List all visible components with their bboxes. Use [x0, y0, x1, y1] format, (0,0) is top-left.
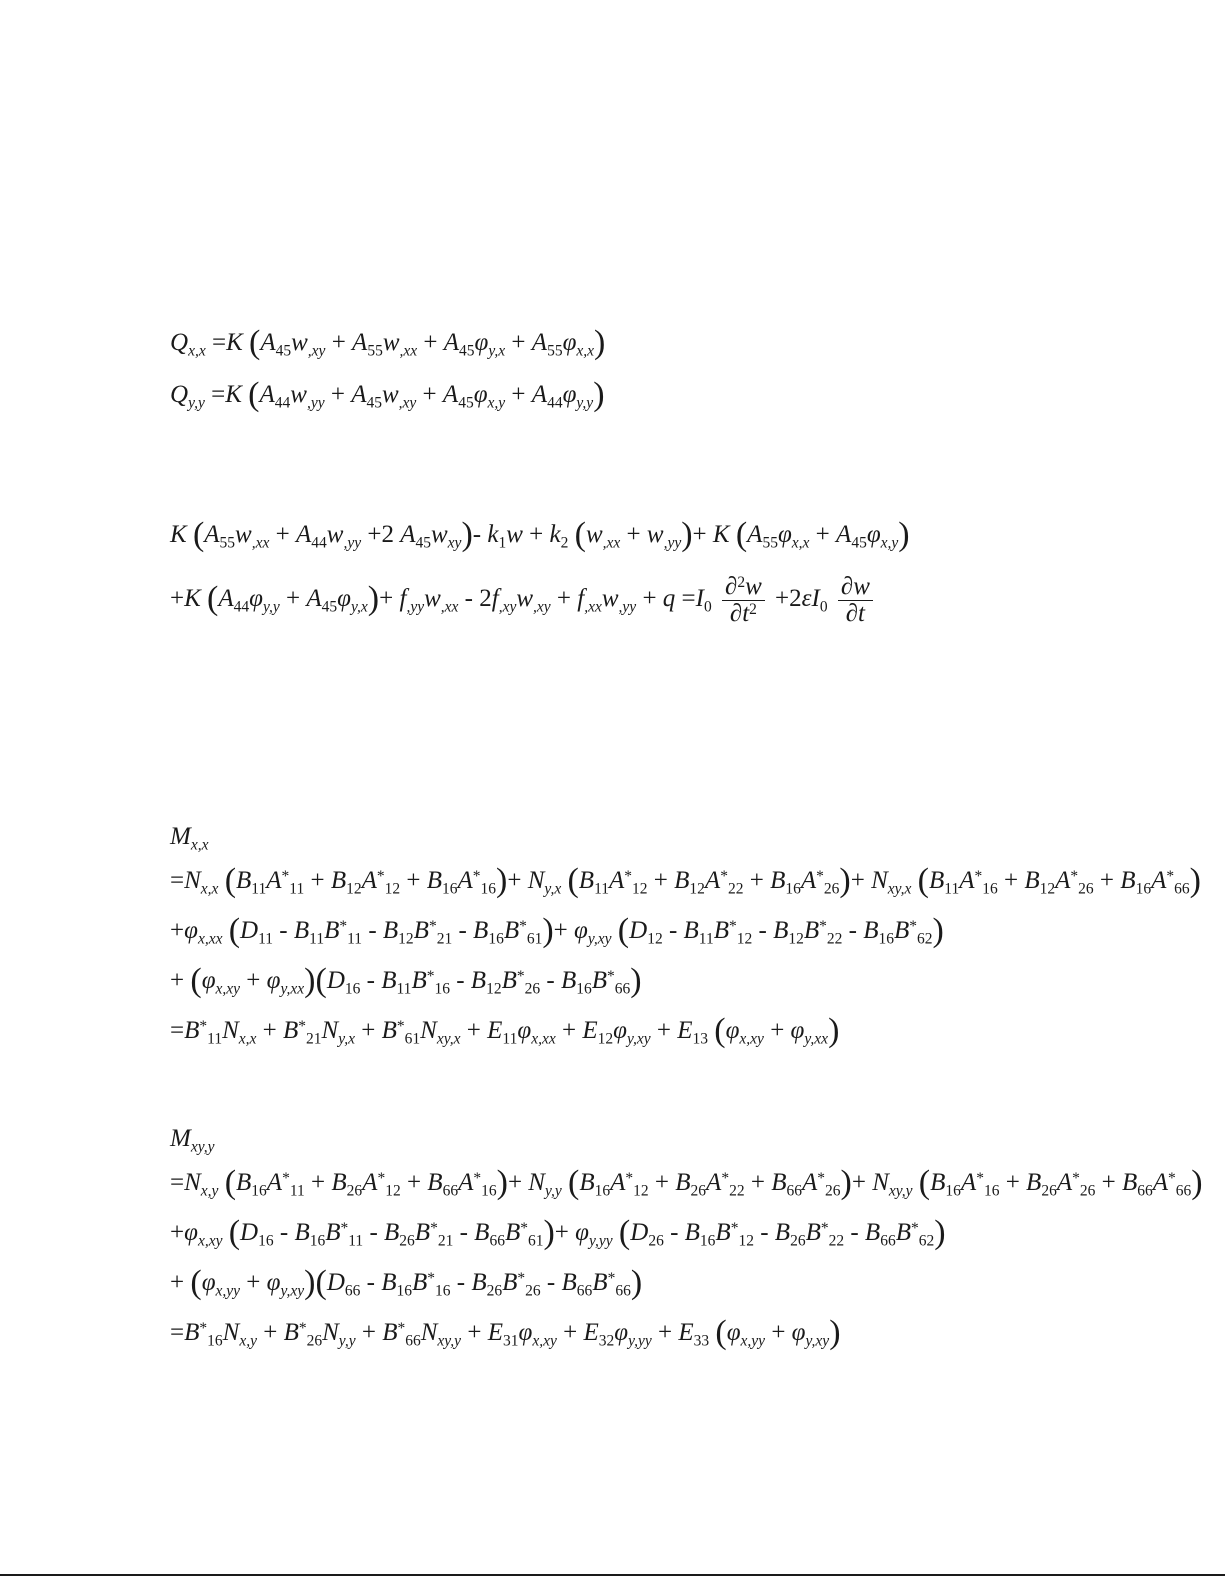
page-bottom-rule [0, 1574, 1225, 1576]
equation-motion-line-2: +K $(A_{44}\varphi_{y,y} + A_{45}\varphi_{y,x})+ f_{,yy}w_{,xx} - 2f_{,xy}w_{,xy} + f_{,xx}w_{,yy} + q =I_0$ $\frac{\partial^2w}{\partial t^2}$ $+2\varepsilon I_0$ $\frac{\partial w}{\partial t}$ [170, 568, 877, 630]
equation-mxx-line-2: $+\varphi_{x,xx}$ $(D_{11} - B_{11}B^*_{11} - B_{12}B^*_{21} - B_{16}B^*_{61})+ \varphi_{y,xy}$ $(D_{12} - B_{11}B^*_{12} - B_{12}B^*_{22} - B_{16}B^*_{62})$ [170, 912, 944, 949]
equation-mxx-line-3: + $(\varphi_{x,xy} + \varphi_{y,xx})(D_{16} - B_{11}B^*_{16} - B_{12}B^*_{26} - B_{16}B^*_{66})$ [170, 962, 642, 999]
equation-mxx-line-1: $=N_{x,x}$ $(B_{11}A^*_{11} + B_{12}A^*_{12} + B_{16}A^*_{16})+ N_{y,x}$ $(B_{11}A^*_{12} + B_{12}A^*_{22} + B_{16}A^*_{26})+ N_{xy,x}$ $(B_{11}A^*_{16} + B_{12}A^*_{26} + B_{16}A^*_{66})$ [170, 862, 1201, 899]
equation-mxy-line-1: $=N_{x,y}$ $(B_{16}A^*_{11} + B_{26}A^*_{12} + B_{66}A^*_{16})+ N_{y,y}$ $(B_{16}A^*_{12} + B_{26}A^*_{22} + B_{66}A^*_{26})+ N_{xy,y}$ $(B_{16}A^*_{16} + B_{26}A^*_{26} + B_{66}A^*_{66})$ [170, 1164, 1203, 1201]
equation-mxy-line-2: $+\varphi_{x,xy}$ $(D_{16} - B_{16}B^*_{11} - B_{26}B^*_{21} - B_{66}B^*_{61})+ \varphi_{y,yy}$ $(D_{26} - B_{16}B^*_{12} - B_{26}B^*_{22} - B_{66}B^*_{62})$ [170, 1214, 946, 1251]
fraction-first-time-derivative: $\frac{\partial w}{\partial t}$ [838, 574, 873, 627]
equation-qxx: $Q_{x,x} =K$ $(A_{45}w_{,xy} + A_{55}w_{,xx} + A_{45}\varphi_{y,x} + A_{55}\varphi_{x,x})$ [170, 324, 606, 361]
equation-mxx-line-4: $=B^*_{11}N_{x,x} + B^*_{21}N_{y,x} + B^*_{61}N_{xy,x} + E_{11}\varphi_{x,xx} + E_{12}\varphi_{y,xy} + E_{13}$ $(\varphi_{x,xy} + \varphi_{y,xx})$ [170, 1012, 840, 1049]
equation-mxy-line-4: $=B^*_{16}N_{x,y} + B^*_{26}N_{y,y} + B^*_{66}N_{xy,y} + E_{31}\varphi_{x,xy} + E_{32}\varphi_{y,yy} + E_{33}$ $(\varphi_{x,yy} + \varphi_{y,xy})$ [170, 1314, 841, 1351]
equation-motion-line-1: K ($A_{55}w_{,xx} + A_{44}w_{,yy} +2$ $A_{45}w_{xy})-$ $k_1w + k_2$ $(w_{,xx} + w_{,yy})+ K$ $(A_{55}\varphi_{x,x} + A_{45}\varphi_{x,y})$ [170, 516, 910, 553]
equation-qyy: $Q_{y,y} =K$ $(A_{44}w_{,yy} + A_{45}w_{,xy} + A_{45}\varphi_{x,y} + A_{44}\varphi_{y,y})$ [170, 376, 605, 413]
equation-mxx-lhs: $M_{x,x}$ [170, 823, 209, 854]
fraction-second-time-derivative: $\frac{\partial^2w}{\partial t^2}$ [722, 574, 765, 627]
equation-mxy-line-3: + $(\varphi_{x,yy} + \varphi_{y,xy})(D_{66} - B_{16}B^*_{16} - B_{26}B^*_{26} - B_{66}B^*_{66})$ [170, 1264, 643, 1301]
equation-mxy-lhs: $M_{xy,y}$ [170, 1125, 215, 1156]
